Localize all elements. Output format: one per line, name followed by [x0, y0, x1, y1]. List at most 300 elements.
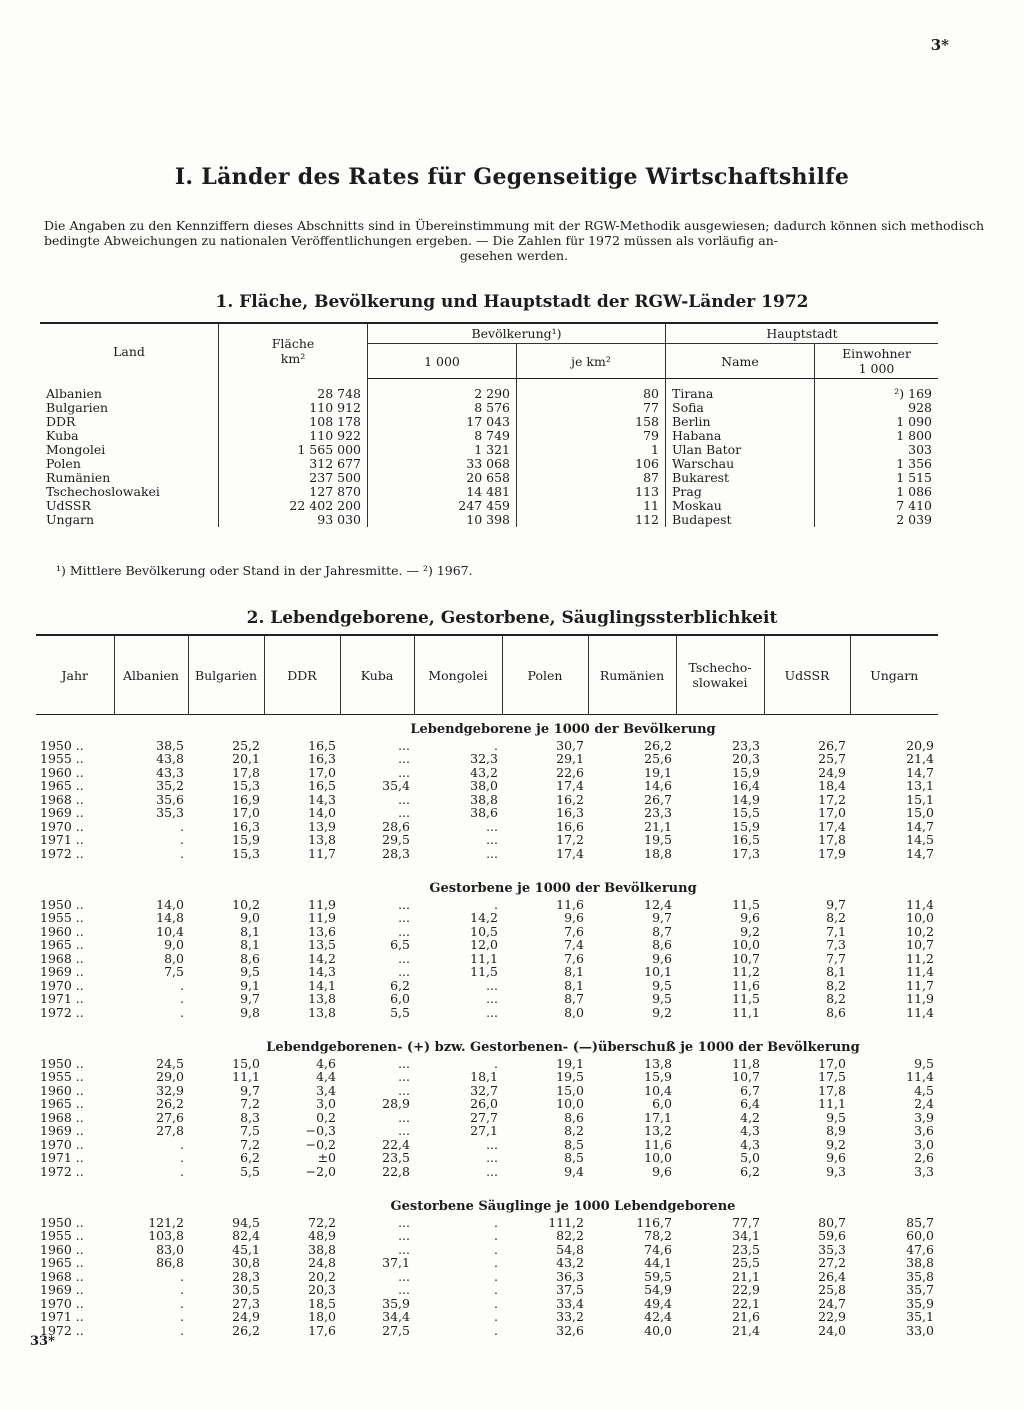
value-cell: 15,3 — [232, 845, 260, 861]
table1-cell-einw: 1 086 — [815, 485, 939, 499]
value-cell: 20,3 — [732, 751, 760, 766]
value-cell: 35,1 — [906, 1309, 934, 1324]
value-cell: 24,5 — [156, 1055, 184, 1071]
section-spacer — [36, 1178, 938, 1192]
header-einwohner-unit: 1 000 — [858, 361, 895, 376]
value-cell: . — [494, 1282, 498, 1297]
value-cell: 8,5 — [564, 1136, 584, 1152]
table-row — [40, 471, 938, 485]
section-title-row — [36, 715, 938, 739]
table1-cell-einw: 928 — [815, 401, 939, 415]
value-cell: 22,1 — [732, 1295, 760, 1311]
table1-cell-city: Sofia — [666, 401, 815, 415]
value-cell: 18,8 — [644, 845, 672, 861]
value-cell: 8,9 — [826, 1123, 846, 1138]
value-cell: 24,0 — [818, 1322, 846, 1338]
value-cell: 7,5 — [240, 1123, 260, 1138]
value-cell: 3,0 — [914, 1136, 934, 1152]
value-cell: 18,4 — [818, 778, 846, 793]
value-cell: 6,0 — [652, 1096, 672, 1111]
value-cell: 14,7 — [906, 818, 934, 834]
value-cell: 30,7 — [556, 737, 584, 753]
value-cell: 16,4 — [732, 778, 760, 793]
value-cell: 43,2 — [556, 1255, 584, 1270]
value-cell: 11,1 — [818, 1096, 846, 1111]
table1-title: 1. Fläche, Bevölkerung und Hauptstadt der RGW-Länder 1972 — [215, 292, 809, 312]
value-cell: 21,1 — [644, 818, 672, 834]
table2-header-row — [36, 635, 938, 715]
value-cell: 9,5 — [826, 1109, 846, 1125]
value-cell: 14,5 — [906, 832, 934, 847]
table-row — [36, 992, 938, 1006]
value-cell: 11,6 — [556, 896, 584, 912]
value-cell: 26,2 — [232, 1322, 260, 1338]
value-cell: ... — [398, 1069, 410, 1084]
table1-cell-land: UdSSR — [46, 498, 91, 513]
table-row — [36, 1124, 938, 1138]
section-title: Gestorbene je 1000 der Bevölkerung — [429, 881, 697, 896]
value-cell: 44,1 — [644, 1255, 672, 1270]
value-cell: 14,6 — [644, 778, 672, 793]
value-cell: 9,6 — [652, 950, 672, 966]
value-cell: 9,7 — [240, 991, 260, 1006]
value-cell: 32,6 — [556, 1322, 584, 1338]
value-cell: 4,5 — [914, 1082, 934, 1098]
table-row — [36, 1006, 938, 1020]
table1-cell-km2: 79 — [517, 429, 666, 443]
value-cell: ... — [398, 964, 410, 979]
table1-cell-km2: 77 — [517, 401, 666, 415]
value-cell: 48,9 — [308, 1228, 336, 1243]
section-title-row — [36, 1192, 938, 1216]
value-cell: . — [494, 1322, 498, 1338]
value-cell: ... — [398, 1241, 410, 1257]
value-cell: 10,5 — [470, 923, 498, 939]
value-cell: 15,9 — [644, 1069, 672, 1084]
value-cell: ... — [398, 1055, 410, 1071]
value-cell: ... — [398, 923, 410, 939]
value-cell: 27,6 — [156, 1109, 184, 1125]
value-cell: 22,9 — [818, 1309, 846, 1324]
table-row — [40, 513, 938, 527]
value-cell: 17,0 — [232, 805, 260, 820]
value-cell: . — [180, 818, 184, 834]
value-cell: 23,5 — [382, 1150, 410, 1165]
value-cell: 17,8 — [818, 1082, 846, 1098]
section-title-spacer — [36, 1033, 188, 1057]
value-cell: 8,6 — [652, 937, 672, 952]
intro-text-end: gesehen werden. — [459, 248, 569, 263]
value-cell: 33,0 — [906, 1322, 934, 1338]
value-cell: 27,8 — [156, 1123, 184, 1138]
value-cell: ... — [398, 1123, 410, 1138]
value-cell: . — [494, 1268, 498, 1284]
value-cell: 14,9 — [732, 791, 760, 807]
value-cell: 15,9 — [232, 832, 260, 847]
value-cell: 9,7 — [240, 1082, 260, 1098]
section-title-row — [36, 1033, 938, 1057]
value-cell: 83,0 — [156, 1241, 184, 1257]
table-row — [36, 979, 938, 993]
table-row — [36, 766, 938, 780]
value-cell: 37,1 — [382, 1255, 410, 1270]
table1-cell-land: Kuba — [46, 428, 79, 443]
year-cell: 1960 .. — [40, 923, 84, 939]
value-cell: 6,2 — [740, 1163, 760, 1179]
year-cell: 1970 .. — [40, 1136, 84, 1152]
value-cell: . — [180, 1150, 184, 1165]
table-row — [40, 401, 938, 415]
value-cell: 7,1 — [826, 923, 846, 939]
value-cell: 8,1 — [564, 964, 584, 979]
value-cell: ... — [486, 1163, 498, 1179]
value-cell: 7,2 — [240, 1136, 260, 1152]
value-cell: 12,4 — [644, 896, 672, 912]
table1-body — [40, 379, 938, 528]
header-einwohner — [815, 344, 939, 379]
value-cell: 3,9 — [914, 1109, 934, 1125]
section-spacer — [36, 860, 938, 874]
value-cell: 25,7 — [818, 751, 846, 766]
value-cell: 13,8 — [644, 1055, 672, 1071]
value-cell: ... — [398, 737, 410, 753]
year-cell: 1968 .. — [40, 791, 84, 807]
table-row — [40, 499, 938, 513]
header-einwohner-label: Einwohner — [842, 346, 911, 361]
table-row — [36, 1084, 938, 1098]
value-cell: 2,6 — [914, 1150, 934, 1165]
value-cell: 111,2 — [548, 1214, 584, 1230]
value-cell: 17,0 — [818, 805, 846, 820]
spacer-cell — [36, 1019, 938, 1033]
value-cell: 24,9 — [232, 1309, 260, 1324]
value-cell: . — [180, 1282, 184, 1297]
value-cell: 9,0 — [240, 910, 260, 925]
header-bev-1000: 1 000 — [368, 344, 517, 379]
value-cell: . — [494, 1295, 498, 1311]
year-cell: 1972 .. — [40, 1004, 84, 1020]
page-number: 3* — [930, 36, 949, 54]
value-cell: ... — [486, 1150, 498, 1165]
table1-cell-city: Tirana — [666, 379, 815, 402]
table2-header-cell: Bulgarien — [188, 635, 264, 715]
value-cell: 18,1 — [470, 1069, 498, 1084]
value-cell: 103,8 — [148, 1228, 184, 1243]
table1-cell-km2: 1 — [517, 443, 666, 457]
table-row — [36, 847, 938, 861]
value-cell: . — [494, 1214, 498, 1230]
table1-cell-bev: 247 459 — [368, 499, 517, 513]
value-cell: 8,0 — [164, 950, 184, 966]
value-cell: 13,8 — [308, 991, 336, 1006]
table-row — [36, 1310, 938, 1324]
value-cell: 16,3 — [232, 818, 260, 834]
year-cell: 1950 .. — [40, 1214, 84, 1230]
value-cell: 38,6 — [470, 805, 498, 820]
value-cell: 13,9 — [308, 818, 336, 834]
table1-cell-land: Bulgarien — [46, 400, 109, 415]
section-title-spacer — [36, 1192, 188, 1216]
value-cell: 14,2 — [470, 910, 498, 925]
value-cell: 72,2 — [308, 1214, 336, 1230]
value-cell: 5,0 — [740, 1150, 760, 1165]
value-cell: 11,9 — [308, 896, 336, 912]
value-cell: 14,2 — [308, 950, 336, 966]
year-cell: 1968 .. — [40, 950, 84, 966]
value-cell: 86,8 — [156, 1255, 184, 1270]
table1-cell-bev: 10 398 — [368, 513, 517, 527]
value-cell: ... — [486, 832, 498, 847]
value-cell: 14,7 — [906, 764, 934, 780]
value-cell: 27,1 — [470, 1123, 498, 1138]
table1-cell-bev: 1 321 — [368, 443, 517, 457]
value-cell: 20,2 — [308, 1268, 336, 1284]
value-cell: 11,1 — [232, 1069, 260, 1084]
value-cell: 17,6 — [308, 1322, 336, 1338]
table-row — [36, 925, 938, 939]
table1-cell-flaeche: 237 500 — [219, 471, 368, 485]
value-cell: 47,6 — [906, 1241, 934, 1257]
table-row — [36, 1283, 938, 1297]
value-cell: 7,2 — [240, 1096, 260, 1111]
value-cell: . — [180, 1322, 184, 1338]
table-row — [40, 429, 938, 443]
value-cell: . — [494, 1228, 498, 1243]
value-cell: 8,1 — [826, 964, 846, 979]
value-cell: 10,0 — [732, 937, 760, 952]
table1-cell-bev: 20 658 — [368, 471, 517, 485]
value-cell: 11,6 — [732, 977, 760, 993]
value-cell: 8,2 — [564, 1123, 584, 1138]
section-spacer — [36, 1019, 938, 1033]
year-cell: 1950 .. — [40, 737, 84, 753]
value-cell: 8,7 — [652, 923, 672, 939]
value-cell: −0,3 — [305, 1123, 336, 1138]
value-cell: 11,8 — [732, 1055, 760, 1071]
value-cell: 78,2 — [644, 1228, 672, 1243]
value-cell: ... — [398, 1282, 410, 1297]
value-cell: 74,6 — [644, 1241, 672, 1257]
value-cell: 18,5 — [308, 1295, 336, 1311]
table2-header-cell: Jahr — [36, 635, 114, 715]
value-cell: 40,0 — [644, 1322, 672, 1338]
table1 — [40, 322, 938, 527]
header-name: Name — [666, 344, 815, 379]
table-row — [40, 415, 938, 429]
value-cell: 25,5 — [732, 1255, 760, 1270]
table1-cell-flaeche: 1 565 000 — [219, 443, 368, 457]
value-cell: 85,7 — [906, 1214, 934, 1230]
table-row — [36, 1151, 938, 1165]
value-cell: 17,8 — [818, 832, 846, 847]
value-cell: 38,8 — [470, 791, 498, 807]
value-cell: 20,1 — [232, 751, 260, 766]
value-cell: 9,5 — [652, 991, 672, 1006]
value-cell: 13,5 — [308, 937, 336, 952]
value-cell: 9,6 — [564, 910, 584, 925]
value-cell: 43,2 — [470, 764, 498, 780]
value-cell: 17,4 — [556, 778, 584, 793]
table1-cell-flaeche: 22 402 200 — [219, 499, 368, 513]
value-cell: 22,4 — [382, 1136, 410, 1152]
year-cell: 1972 .. — [40, 1163, 84, 1179]
table-row — [36, 1270, 938, 1284]
section-title: Gestorbene Säuglinge je 1000 Lebendgeborene — [390, 1199, 736, 1214]
value-cell: 80,7 — [818, 1214, 846, 1230]
value-cell: 18,0 — [308, 1309, 336, 1324]
value-cell: 9,3 — [826, 1163, 846, 1179]
value-cell: 8,1 — [240, 937, 260, 952]
value-cell: 28,6 — [382, 818, 410, 834]
value-cell: 116,7 — [636, 1214, 672, 1230]
table-row — [36, 1057, 938, 1071]
value-cell: 10,7 — [732, 1069, 760, 1084]
table-row — [36, 1216, 938, 1230]
intro-paragraph — [44, 218, 984, 263]
value-cell: 21,4 — [906, 751, 934, 766]
year-cell: 1971 .. — [40, 991, 84, 1006]
value-cell: . — [180, 977, 184, 993]
value-cell: 32,3 — [470, 751, 498, 766]
table1-cell-city: Moskau — [666, 499, 815, 513]
value-cell: 14,0 — [308, 805, 336, 820]
table1-cell-km2: 112 — [517, 513, 666, 527]
table1-cell-einw: 2 039 — [815, 513, 939, 527]
table1-cell-einw: 1 090 — [815, 415, 939, 429]
value-cell: 9,2 — [740, 923, 760, 939]
value-cell: 16,5 — [732, 832, 760, 847]
value-cell: ... — [398, 1268, 410, 1284]
value-cell: 11,5 — [732, 991, 760, 1006]
table-row — [36, 833, 938, 847]
table2-header-cell: DDR — [264, 635, 340, 715]
table1-cell-land: DDR — [46, 414, 76, 429]
year-cell: 1970 .. — [40, 818, 84, 834]
table2-header-cell: Rumänien — [588, 635, 676, 715]
header-hauptstadt: Hauptstadt — [666, 323, 939, 344]
value-cell: 22,8 — [382, 1163, 410, 1179]
table1-cell-einw: 1 800 — [815, 429, 939, 443]
table1-cell-flaeche: 110 912 — [219, 401, 368, 415]
value-cell: 17,5 — [818, 1069, 846, 1084]
value-cell: 35,6 — [156, 791, 184, 807]
table2-header-cell: Kuba — [340, 635, 414, 715]
value-cell: 15,3 — [232, 778, 260, 793]
value-cell: . — [180, 1309, 184, 1324]
table1-cell-bev: 2 290 — [368, 379, 517, 402]
value-cell: ... — [486, 977, 498, 993]
value-cell: 10,4 — [156, 923, 184, 939]
footer-page-number: 33* — [30, 1334, 55, 1349]
table-row — [40, 485, 938, 499]
section-title: Lebendgeborenen- (+) bzw. Gestorbenen- (—)überschuß je 1000 der Bevölkerung — [266, 1040, 860, 1055]
value-cell: 25,6 — [644, 751, 672, 766]
value-cell: 8,1 — [564, 977, 584, 993]
year-cell: 1955 .. — [40, 910, 84, 925]
value-cell: 24,8 — [308, 1255, 336, 1270]
value-cell: 7,6 — [564, 950, 584, 966]
year-cell: 1970 .. — [40, 1295, 84, 1311]
value-cell: 17,0 — [308, 764, 336, 780]
year-cell: 1969 .. — [40, 1123, 84, 1138]
value-cell: 29,5 — [382, 832, 410, 847]
value-cell: 43,3 — [156, 764, 184, 780]
value-cell: 15,9 — [732, 818, 760, 834]
value-cell: 27,3 — [232, 1295, 260, 1311]
table-row — [40, 379, 938, 402]
table1-cell-city: Budapest — [666, 513, 815, 527]
value-cell: 17,8 — [232, 764, 260, 780]
value-cell: 29,1 — [556, 751, 584, 766]
value-cell: . — [494, 737, 498, 753]
value-cell: 3,3 — [914, 1163, 934, 1179]
value-cell: 16,5 — [308, 737, 336, 753]
value-cell: . — [180, 991, 184, 1006]
value-cell: 19,1 — [644, 764, 672, 780]
header-land: Land — [40, 323, 219, 379]
value-cell: 9,7 — [826, 896, 846, 912]
table2-header-cell: Albanien — [114, 635, 188, 715]
spacer-cell — [36, 1178, 938, 1192]
section-title-spacer — [36, 874, 188, 898]
page-title: I. Länder des Rates für Gegenseitige Wirtschaftshilfe — [174, 164, 850, 190]
header-flaeche — [219, 323, 368, 379]
year-cell: 1950 .. — [40, 1055, 84, 1071]
value-cell: 9,7 — [652, 910, 672, 925]
value-cell: 38,0 — [470, 778, 498, 793]
value-cell: ... — [398, 896, 410, 912]
value-cell: 10,7 — [732, 950, 760, 966]
value-cell: 8,3 — [240, 1109, 260, 1125]
value-cell: 17,0 — [818, 1055, 846, 1071]
value-cell: 26,4 — [818, 1268, 846, 1284]
table1-cell-land: Mongolei — [46, 442, 106, 457]
value-cell: ... — [398, 751, 410, 766]
table1-cell-city: Warschau — [666, 457, 815, 471]
value-cell: 29,0 — [156, 1069, 184, 1084]
value-cell: 27,5 — [382, 1322, 410, 1338]
value-cell: 11,4 — [906, 896, 934, 912]
table2 — [36, 634, 938, 1337]
table2-header-cell: Ungarn — [850, 635, 938, 715]
value-cell: 14,8 — [156, 910, 184, 925]
year-cell: 1955 .. — [40, 751, 84, 766]
value-cell: 7,7 — [826, 950, 846, 966]
value-cell: . — [180, 1295, 184, 1311]
year-cell: 1971 .. — [40, 832, 84, 847]
value-cell: 10,4 — [644, 1082, 672, 1098]
table1-cell-km2: 113 — [517, 485, 666, 499]
value-cell: ... — [398, 764, 410, 780]
table-row — [36, 806, 938, 820]
value-cell: 21,6 — [732, 1309, 760, 1324]
value-cell: 49,4 — [644, 1295, 672, 1311]
value-cell: 12,0 — [470, 937, 498, 952]
table1-cell-km2: 106 — [517, 457, 666, 471]
table1-cell-flaeche: 93 030 — [219, 513, 368, 527]
table-row — [36, 1070, 938, 1084]
section-title-row — [36, 874, 938, 898]
header-flaeche-label: Fläche — [271, 336, 315, 352]
table1-cell-einw: ²) 169 — [815, 379, 939, 402]
value-cell: 16,6 — [556, 818, 584, 834]
value-cell: 26,7 — [644, 791, 672, 807]
value-cell: 17,9 — [818, 845, 846, 861]
value-cell: 8,1 — [240, 923, 260, 939]
value-cell: 17,1 — [644, 1109, 672, 1125]
table2-header-cell: Mongolei — [414, 635, 502, 715]
year-cell: 1971 .. — [40, 1150, 84, 1165]
